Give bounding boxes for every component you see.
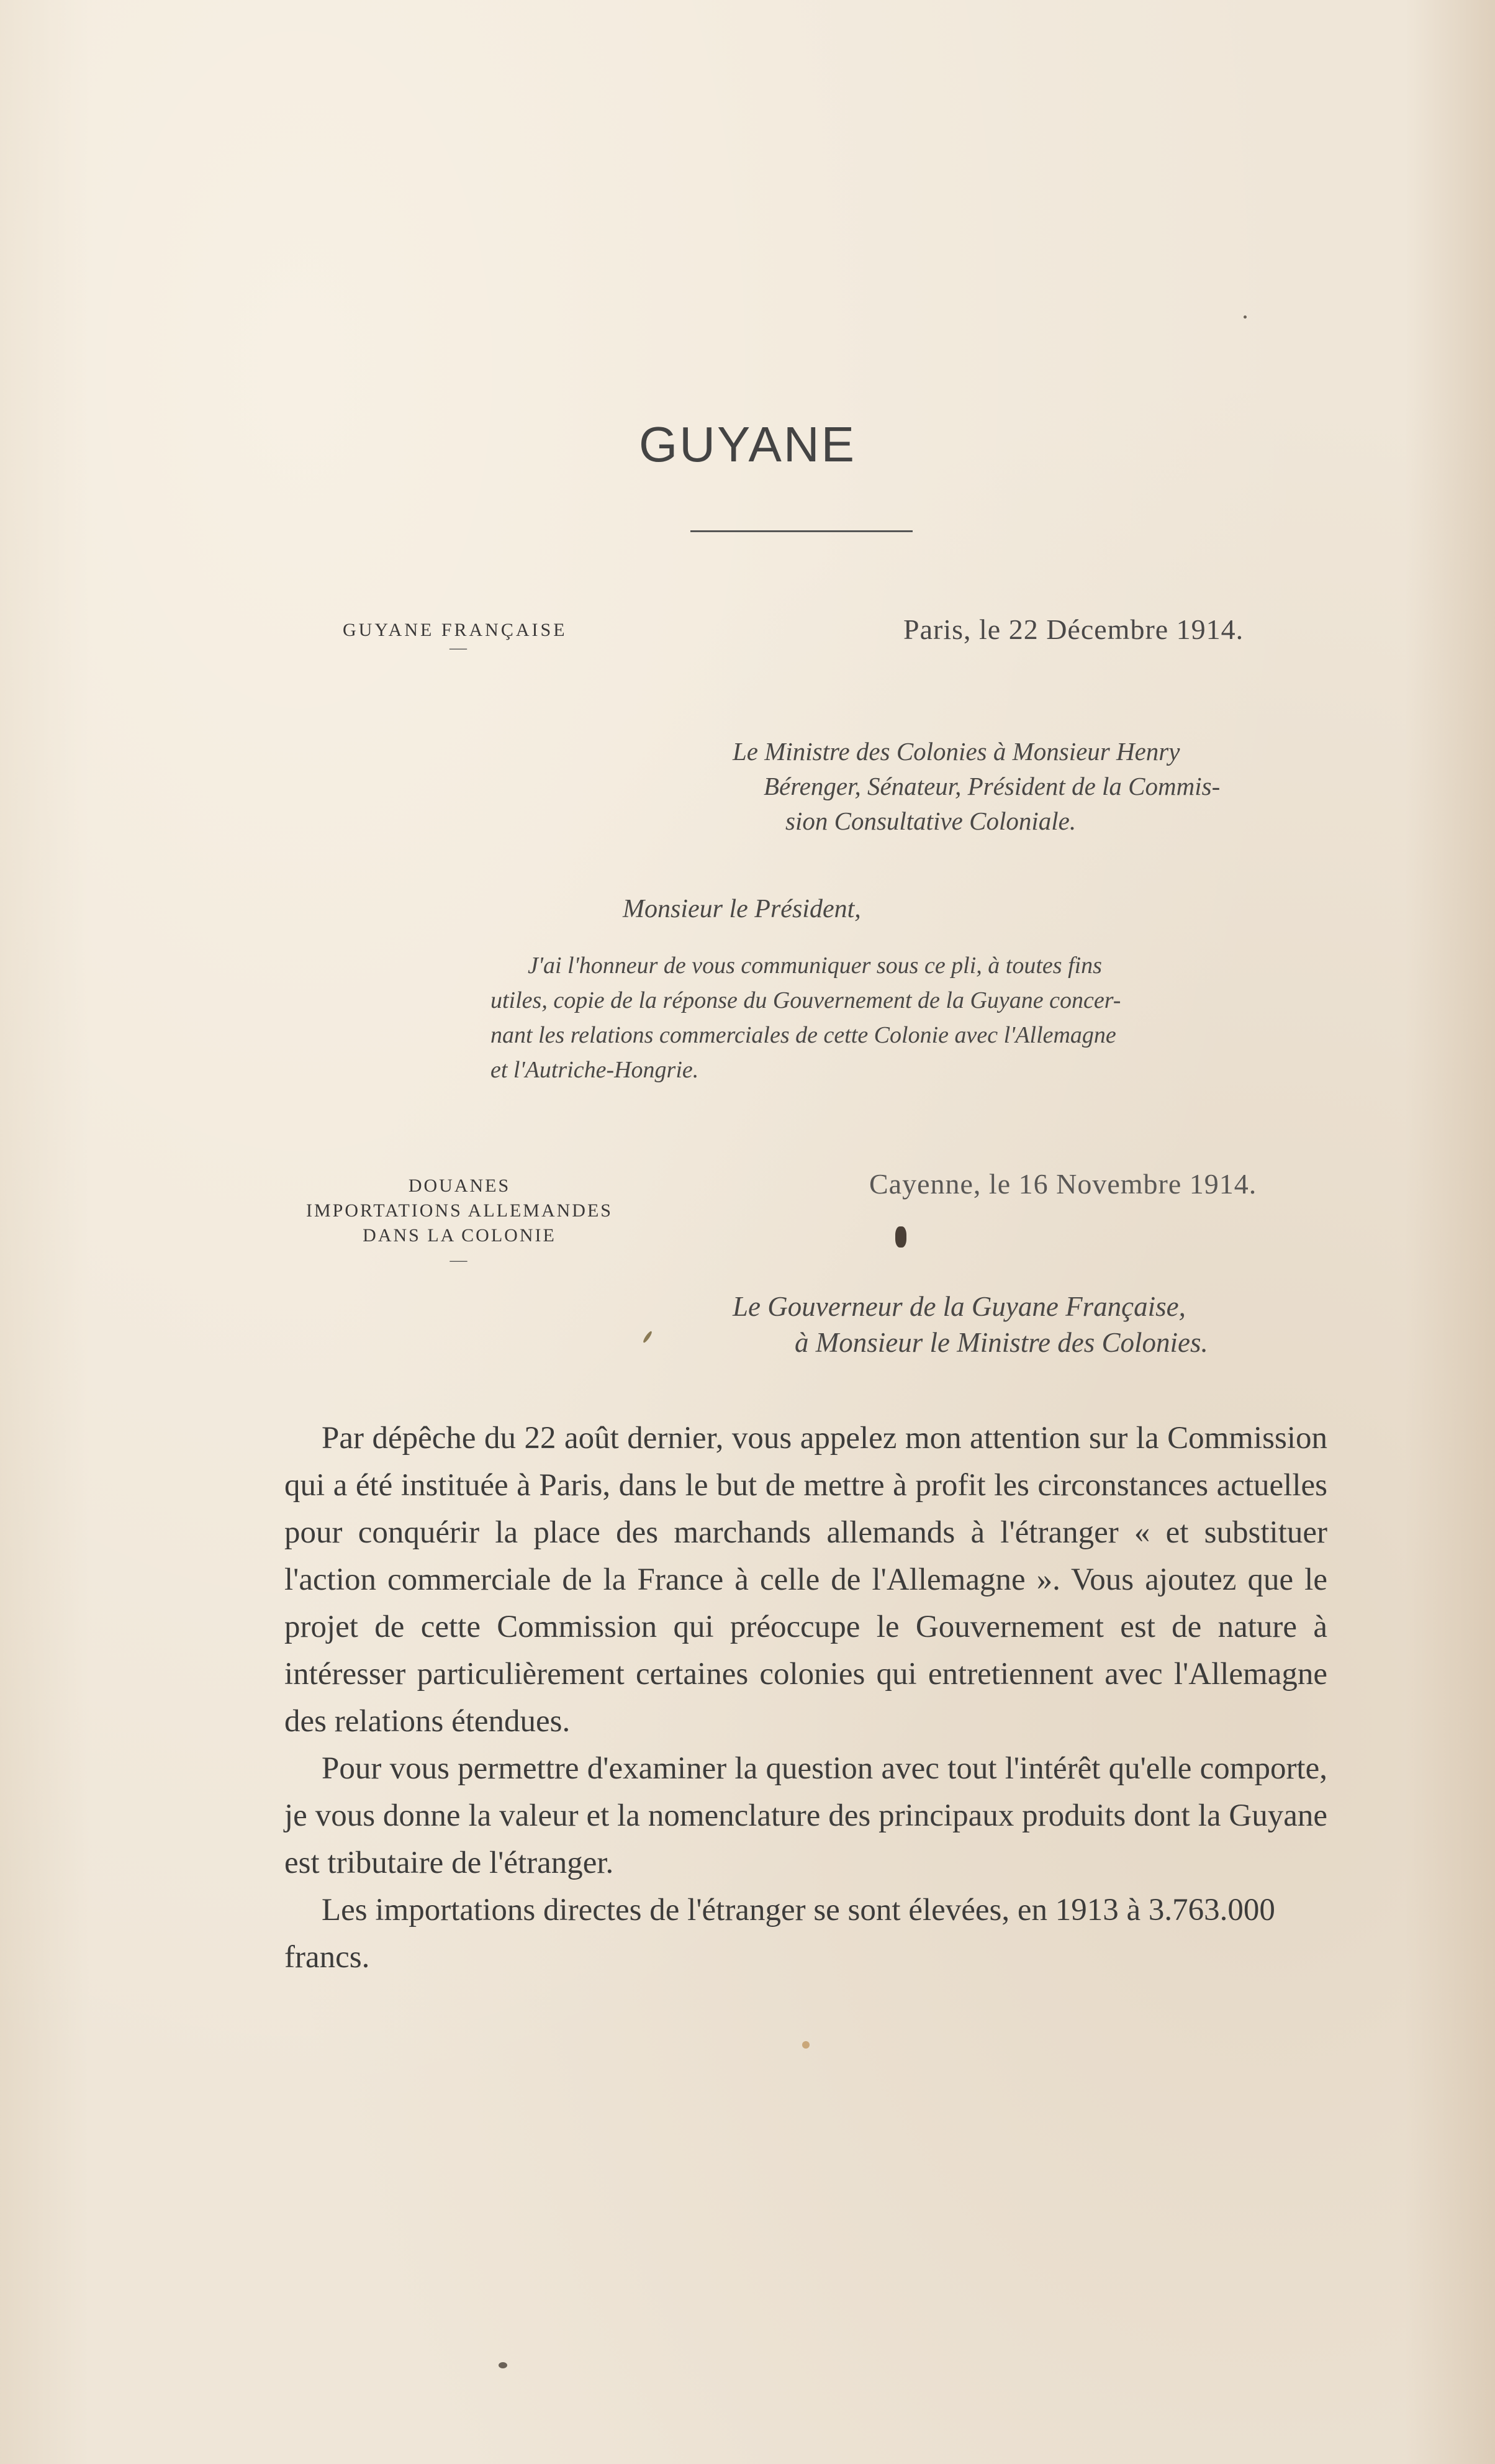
- paper-speck: [895, 1226, 906, 1248]
- body-line: utiles, copie de la réponse du Gouvernement de la Guyane concer-: [490, 987, 1121, 1013]
- paper-speck: [642, 1330, 653, 1343]
- dateline-paris: Paris, le 22 Décembre 1914.: [903, 614, 1244, 645]
- body-line: et l'Autriche-Hongrie.: [490, 1057, 699, 1083]
- sidebar-line: DANS LA COLONIE: [363, 1225, 556, 1246]
- address-line: Bérenger, Sénateur, Président de la Commis-: [764, 772, 1221, 800]
- address-line: sion Consultative Coloniale.: [785, 807, 1077, 835]
- paragraph: Les importations directes de l'étranger se sont élevées, en 1913 à 3.763.000 francs.: [284, 1893, 1275, 1975]
- paragraph: Pour vous permettre d'examiner la question avec tout l'intérêt qu'elle comporte, je vous donne la valeur et la nomenclature des principaux produits dont la Guyane est tributaire de l'étranger.: [284, 1751, 1327, 1880]
- title-rule: [690, 530, 913, 532]
- address-block-governor: [733, 1289, 1208, 1361]
- sidebar-dash: —: [449, 638, 467, 658]
- body-line: J'ai l'honneur de vous communiquer sous ce pli, à toutes fins: [528, 953, 1102, 979]
- paper-speck: [499, 2362, 507, 2368]
- sidebar-guyane-francaise: GUYANE FRANÇAISE: [343, 620, 567, 640]
- dateline-cayenne: Cayenne, le 16 Novembre 1914.: [869, 1168, 1257, 1200]
- paper-speck: [802, 2041, 810, 2049]
- body-line: nant les relations commerciales de cette Colonie avec l'Allemagne: [490, 1022, 1116, 1048]
- sidebar-line: IMPORTATIONS ALLEMANDES: [306, 1200, 613, 1221]
- salutation: Monsieur le Président,: [623, 895, 861, 923]
- paper-speck: [1244, 315, 1247, 319]
- letter2-body: [284, 1415, 1327, 1981]
- letter1-body: [490, 948, 1326, 1087]
- paragraph: Par dépêche du 22 août dernier, vous appelez mon attention sur la Commission qui a été instituée à Paris, dans le but de mettre à profit les circonstances actuelles pour conquérir la place des marchands allemands à l'étranger « et substituer l'action commerciale de la France à celle de l'Allemagne ». Vous ajoutez que le projet de cette Commission qui préoccupe le Gouvernement est de nature à intéresser particulièrement certaines colonies qui entretiennent avec l'Allemagne des relations étendues.: [284, 1421, 1327, 1739]
- address-block-minister: [733, 734, 1329, 769]
- sidebar-douanes: [267, 1174, 652, 1273]
- address-line: Le Ministre des Colonies à Monsieur Henry: [733, 737, 1180, 766]
- address-line: à Monsieur le Ministre des Colonies.: [795, 1327, 1208, 1358]
- sidebar-line: DOUANES: [408, 1175, 511, 1196]
- address-line: Le Gouverneur de la Guyane Française,: [733, 1291, 1186, 1322]
- page-title: GUYANE: [639, 417, 856, 472]
- sidebar-dash: —: [449, 1251, 469, 1270]
